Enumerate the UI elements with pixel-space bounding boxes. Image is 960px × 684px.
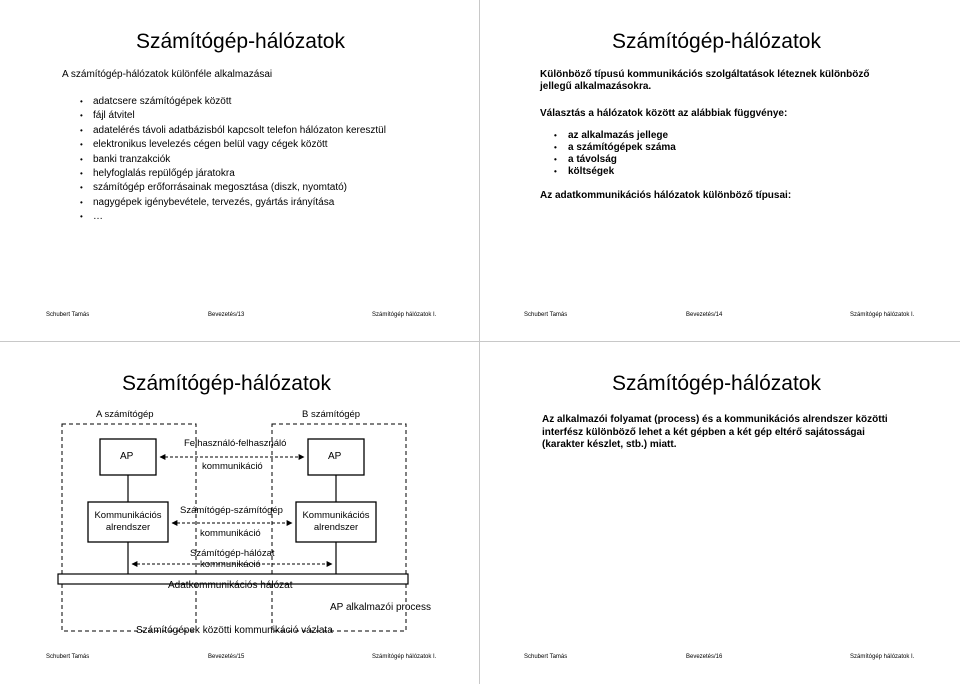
user-comm-label-2: kommunikáció	[202, 461, 263, 472]
slide-title: Számítógép-hálózatok	[122, 372, 331, 395]
slide-title: Számítógép-hálózatok	[612, 372, 821, 395]
ap-label-b: AP	[328, 451, 342, 462]
footer-page: Bevezetés/15	[208, 654, 245, 660]
slide-13	[0, 0, 480, 342]
comm-subsystem-a-label-1: Kommunikációs	[94, 510, 162, 521]
ap-label-a: AP	[120, 451, 134, 462]
slide-title: Számítógép-hálózatok	[136, 30, 345, 53]
intro-text: Különböző típusú kommunikációs szolgáltatások léteznek különböző jellegű alkalmazásokra.	[540, 69, 870, 92]
data-network-label: Adatkommunikációs hálózat	[168, 580, 293, 591]
body-text: Az alkalmazói folyamat (process) és a kommunikációs alrendszer közötti interfész különböző lehet a két gépben a két gép eltérő sajátosságai (karakter készlet, stb.) miatt.	[542, 414, 888, 450]
net-comm-label-2: kommunikáció	[200, 559, 261, 570]
list-item: • adatelérés távoli adatbázisból kapcsolt telefon hálózaton keresztül	[80, 124, 386, 138]
footer-course: Számítógép hálózatok I.	[850, 312, 915, 318]
application-list	[80, 95, 386, 225]
comm-subsystem-b-label-1: Kommunikációs	[302, 510, 370, 521]
footer-course: Számítógép hálózatok I.	[372, 654, 437, 660]
footer-course: Számítógép hálózatok I.	[372, 312, 437, 318]
user-comm-label-1: Felhasználó-felhasználó	[184, 438, 287, 449]
slide-title: Számítógép-hálózatok	[612, 30, 821, 53]
cc-comm-label-2: kommunikáció	[200, 528, 261, 539]
footer-author: Schubert Tamás	[46, 654, 90, 660]
list-item: • nagygépek igénybevétele, tervezés, gyártás irányítása	[80, 196, 386, 210]
net-comm-label-1: Számítógép-hálózat	[190, 548, 275, 559]
slide-subtitle: A számítógép-hálózatok különféle alkalmazásai	[62, 69, 273, 80]
slide-16	[480, 342, 960, 684]
list-item: • elektronikus levelezés cégen belül vagy cégek között	[80, 138, 386, 152]
computer-b-label: B számítógép	[302, 409, 361, 420]
computer-a-label: A számítógép	[96, 409, 154, 420]
footer-author: Schubert Tamás	[524, 654, 568, 660]
footer-page: Bevezetés/14	[686, 312, 723, 318]
list-item: • költségek	[554, 166, 676, 178]
list-item: • adatcsere számítógépek között	[80, 95, 386, 109]
list-item: • fájl átvitel	[80, 109, 386, 123]
slide-15	[0, 342, 480, 684]
slide-14	[480, 0, 960, 342]
comm-subsystem-b-label-2: alrendszer	[313, 522, 359, 533]
list-item: • az alkalmazás jellege	[554, 130, 676, 142]
legend-text: AP alkalmazói process	[330, 602, 431, 613]
list-item: • a számítógépek száma	[554, 142, 676, 154]
list-item: • …	[80, 210, 386, 224]
diagram-caption: Számítógépek közötti kommunikáció vázlata	[136, 625, 333, 636]
criteria-list	[554, 130, 676, 178]
footer-author: Schubert Tamás	[524, 312, 568, 318]
list-item: • banki tranzakciók	[80, 153, 386, 167]
footer-page: Bevezetés/13	[208, 312, 245, 318]
footer-author: Schubert Tamás	[46, 312, 90, 318]
choice-text: Választás a hálózatok között az alábbiak függvénye:	[540, 108, 788, 119]
footer-page: Bevezetés/16	[686, 654, 723, 660]
list-item: • számítógép erőforrásainak megosztása (diszk, nyomtató)	[80, 181, 386, 195]
footer-course: Számítógép hálózatok I.	[850, 654, 915, 660]
types-text: Az adatkommunikációs hálózatok különböző típusai:	[540, 190, 792, 201]
cc-comm-label-1: Számítógép-számítógép	[180, 505, 283, 516]
list-item: • helyfoglalás repülőgép járatokra	[80, 167, 386, 181]
comm-subsystem-a-label-2: alrendszer	[105, 522, 151, 533]
list-item: • a távolság	[554, 154, 676, 166]
